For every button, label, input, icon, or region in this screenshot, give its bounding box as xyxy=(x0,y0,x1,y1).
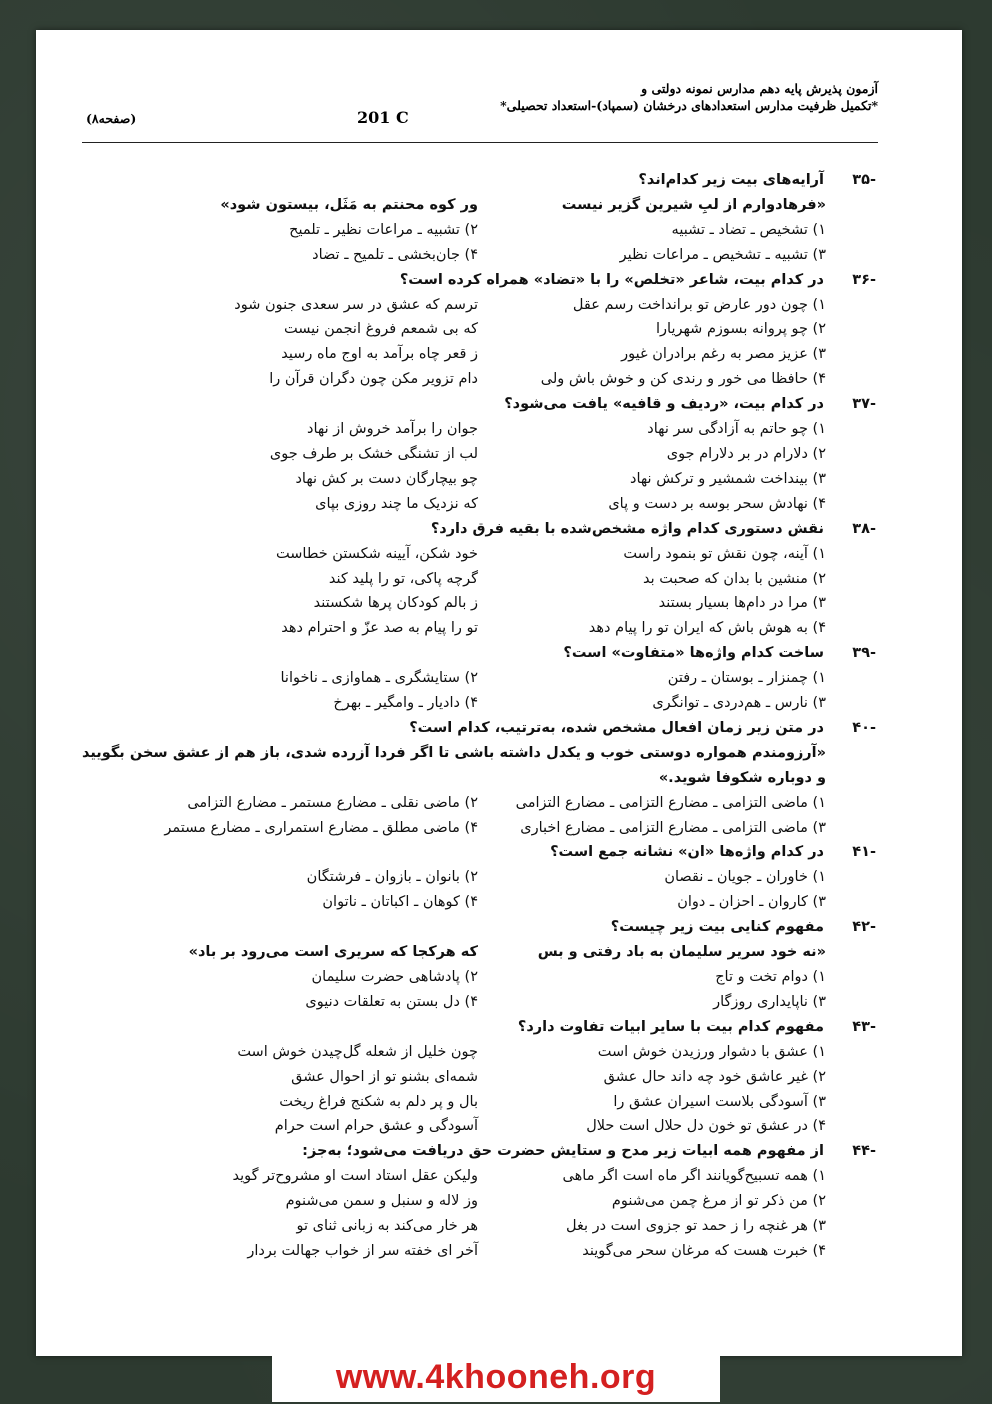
option[interactable]: ۱) ماضی التزامی ـ مضارع التزامی ـ مضارع التزامی xyxy=(515,794,826,811)
question-text: نقش دستوری کدام واژه مشخص‌شده با بقیه فرق دارد؟ xyxy=(430,520,824,537)
option[interactable]: ۱) دوام تخت و تاج xyxy=(715,969,826,985)
question-35 xyxy=(82,168,878,268)
question-number: -۴۴ xyxy=(852,1143,876,1160)
option-second-hemistich: ترسم که عشق در سر سعدی جنون شود xyxy=(234,296,478,313)
passage: «آرزومندم همواره دوستی خوب و یکدل داشته باشی تا اگر فردا آزرده شدی، باز هم از عشق سخن بگویید و دوباره شکوفا شوید.» xyxy=(82,744,826,786)
option-second-hemistich: گرچه پاکی، تو را پلید کند xyxy=(328,570,478,587)
question-43 xyxy=(82,1015,878,1140)
option[interactable]: ۲) چو پروانه بسوزم شهریارا xyxy=(656,321,826,338)
question-text: در کدام واژه‌ها «ان» نشانه جمع است؟ xyxy=(550,844,824,861)
option[interactable]: ۴) دادیار ـ وامگیر ـ بهرخ xyxy=(333,695,478,712)
verse-hemistich: «نه خود سریر سلیمان به باد رفتی و بس xyxy=(537,944,826,961)
options xyxy=(82,865,878,915)
option-second-hemistich: ز بالم کودکان پرها شکستند xyxy=(313,595,478,612)
verse-hemistich: که هرکجا که سریری است می‌رود بر باد» xyxy=(188,944,478,961)
option-second-hemistich: ولیکن عقل استاد است او مشروح‌تر گوید xyxy=(232,1168,478,1185)
question-37 xyxy=(82,392,878,517)
question-number: -۳۵ xyxy=(852,172,876,188)
question-number: -۳۷ xyxy=(852,396,876,413)
options xyxy=(82,965,878,1015)
verse-hemistich: ور کوه محنتم به مَثَل، بیستون شود» xyxy=(220,196,478,213)
option-second-hemistich: تو را پیام به صد عزّ و احترام دهد xyxy=(281,620,478,637)
option[interactable]: ۴) کوهان ـ اکباتان ـ ناتوان xyxy=(322,894,478,911)
option-second-hemistich: هر خار می‌کند به زبانی ثنای تو xyxy=(296,1218,478,1235)
question-number: -۴۲ xyxy=(852,919,876,936)
page-number: (صفحه۸) xyxy=(86,111,137,126)
option[interactable]: ۴) حافظا می خور و رندی کن و خوش باش ولی xyxy=(540,371,826,388)
option-second-hemistich: چون خلیل از شعله گل‌چیدن خوش است xyxy=(237,1043,478,1060)
options xyxy=(82,218,878,268)
option[interactable]: ۱) تشخیص ـ تضاد ـ تشبیه xyxy=(671,221,826,238)
question-text: مفهوم کنایی بیت زیر چیست؟ xyxy=(610,919,824,936)
options xyxy=(82,542,878,642)
option[interactable]: ۲) من ذکر تو از مرغ چمن می‌شنوم xyxy=(611,1193,826,1210)
option-second-hemistich: دام تزویر مکن چون دگران قرآن را xyxy=(269,371,478,388)
option-second-hemistich: شمه‌ای بشنو تو از احوال عشق xyxy=(291,1068,478,1085)
option[interactable]: ۲) دلارام در بر دلارام جوی xyxy=(666,445,826,462)
question-number: -۳۹ xyxy=(852,645,876,662)
option[interactable]: ۱) همه تسبیح‌گویانند اگر ماه است اگر ماهی xyxy=(562,1168,826,1185)
option[interactable]: ۱) آینه، چون نقش تو بنمود راست xyxy=(623,545,826,562)
option[interactable]: ۴) خبرت هست که مرغان سحر می‌گویند xyxy=(582,1242,826,1259)
option-second-hemistich: آسودگی و عشق حرام است حرام xyxy=(274,1118,478,1135)
option-second-hemistich: جوان را برآمد خروش از نهاد xyxy=(307,421,478,438)
question-number: -۴۰ xyxy=(852,719,876,736)
option[interactable]: ۳) ماضی التزامی ـ مضارع التزامی ـ مضارع اخباری xyxy=(520,819,826,836)
option[interactable]: ۲) بانوان ـ بازوان ـ فرشتگان xyxy=(306,869,478,886)
option[interactable]: ۴) ماضی مطلق ـ مضارع استمراری ـ مضارع مستمر xyxy=(164,819,478,836)
option-second-hemistich: ز قعر چاه برآمد به اوج ماه رسید xyxy=(281,346,478,363)
option[interactable]: ۲) غیر عاشق خود چه داند حال عشق xyxy=(603,1068,826,1085)
option-second-hemistich: چو بیچارگان دست بر کش نهاد xyxy=(295,470,478,487)
option[interactable]: ۲) پادشاهی حضرت سلیمان xyxy=(311,969,478,985)
options xyxy=(82,666,878,716)
option[interactable]: ۴) به هوش باش که ایران تو را پیام دهد xyxy=(588,620,826,637)
question-36 xyxy=(82,268,878,393)
options xyxy=(82,293,878,393)
option[interactable]: ۱) عشق با دشوار ورزیدن خوش است xyxy=(597,1043,826,1060)
option[interactable]: ۱) چون دور عارض تو برانداخت رسم عقل xyxy=(572,296,826,313)
question-text: در متن زیر زمان افعال مشخص شده، به‌ترتیب، کدام است؟ xyxy=(409,719,824,736)
options xyxy=(82,1164,878,1264)
page-header xyxy=(82,80,878,143)
exam-title-line2: *تکمیل ظرفیت مدارس استعدادهای درخشان (سمپاد)-استعداد تحصیلی* xyxy=(500,98,878,113)
option[interactable]: ۳) عزیز مصر به رغم برادران غیور xyxy=(621,346,826,363)
option[interactable]: ۳) هر غنچه را ز حمد تو جزوی است در بغل xyxy=(565,1218,826,1235)
question-44 xyxy=(82,1139,878,1264)
option-second-hemistich: که بی شمعم فروغ انجمن نیست xyxy=(283,321,478,338)
options xyxy=(82,1040,878,1140)
question-text: آرایه‌های بیت زیر کدام‌اند؟ xyxy=(638,172,824,188)
option[interactable]: ۳) نارس ـ هم‌دردی ـ توانگری xyxy=(652,695,826,712)
option[interactable]: ۲) ماضی نقلی ـ مضارع مستمر ـ مضارع التزامی xyxy=(187,794,478,811)
option[interactable]: ۲) ستایشگری ـ هماوازی ـ ناخوانا xyxy=(280,670,478,687)
verse xyxy=(82,193,878,218)
option[interactable]: ۴) جان‌بخشی ـ تلمیح ـ تضاد xyxy=(312,246,478,263)
option[interactable]: ۴) در عشق تو خون دل حلال است حلال xyxy=(586,1118,826,1135)
option[interactable]: ۲) تشبیه ـ مراعات نظیر ـ تلمیح xyxy=(289,221,478,238)
option[interactable]: ۴) دل بستن به تعلقات دنیوی xyxy=(305,993,478,1010)
options xyxy=(82,791,878,841)
question-number: -۴۱ xyxy=(852,844,876,861)
option[interactable]: ۳) کاروان ـ احزان ـ دوان xyxy=(677,894,826,911)
question-number: -۳۶ xyxy=(852,271,876,288)
verse xyxy=(82,940,878,965)
booklet-code: 201 C xyxy=(357,108,409,127)
option[interactable]: ۱) چو حاتم به آزادگی سر نهاد xyxy=(647,421,826,438)
option[interactable]: ۴) نهادش سحر بوسه بر دست و پای xyxy=(608,495,826,512)
question-39 xyxy=(82,641,878,716)
option-second-hemistich: آخر ای خفته سر از خواب جهالت بردار xyxy=(247,1242,478,1259)
option-second-hemistich: وز لاله و سنبل و سمن می‌شنوم xyxy=(285,1193,478,1210)
verse-hemistich: «فرهادوارم از لبِ شیرین گزیر نیست xyxy=(561,196,826,213)
option[interactable]: ۳) ناپایداری روزگار xyxy=(713,993,826,1010)
option-second-hemistich: لب از تشنگی خشک بر طرف جوی xyxy=(269,445,478,462)
option-second-hemistich: خود شکن، آیینه شکستن خطاست xyxy=(276,545,478,562)
question-number: -۴۳ xyxy=(852,1018,876,1035)
website-url[interactable]: www.4khooneh.org xyxy=(335,1358,657,1396)
options xyxy=(82,417,878,517)
option[interactable]: ۱) خاوران ـ جویان ـ نقصان xyxy=(664,869,826,886)
question-text: در کدام بیت، شاعر «تخلص» را با «تضاد» همراه کرده است؟ xyxy=(399,271,824,288)
exam-title xyxy=(448,80,878,114)
question-text: در کدام بیت، «ردیف و قافیه» یافت می‌شود؟ xyxy=(504,396,824,413)
option[interactable]: ۳) آسودگی بلاست اسیران عشق را xyxy=(613,1093,826,1110)
option-second-hemistich: بال و پر دلم به شکنج فراغ ریخت xyxy=(279,1093,478,1110)
website-banner xyxy=(272,1352,720,1402)
question-text: ساخت کدام واژه‌ها «متفاوت» است؟ xyxy=(563,645,824,662)
option[interactable]: ۳) تشبیه ـ تشخیص ـ مراعات نظیر xyxy=(619,246,826,263)
question-text: از مفهوم همه ابیات زیر مدح و ستایش حضرت حق دریافت می‌شود؛ به‌جز: xyxy=(302,1143,824,1160)
option[interactable]: ۳) مرا در دام‌ها بسیار بستند xyxy=(658,595,826,612)
question-38 xyxy=(82,517,878,642)
option[interactable]: ۱) چمنزار ـ بوستان ـ رفتن xyxy=(667,670,826,687)
questions-section xyxy=(82,168,878,1264)
option[interactable]: ۲) منشین با بدان که صحبت بد xyxy=(643,570,826,587)
exam-title-line1: آزمون پذیرش پایه دهم مدارس نمونه دولتی و xyxy=(641,81,878,96)
question-42 xyxy=(82,915,878,1015)
question-number: -۳۸ xyxy=(852,520,876,537)
option-second-hemistich: که نزدیک ما چند روزی بپای xyxy=(315,495,478,512)
option[interactable]: ۳) بینداخت شمشیر و ترکش نهاد xyxy=(630,470,826,487)
question-40 xyxy=(82,716,878,841)
question-41 xyxy=(82,840,878,915)
question-text: مفهوم کدام بیت با سایر ابیات تفاوت دارد؟ xyxy=(517,1018,824,1035)
